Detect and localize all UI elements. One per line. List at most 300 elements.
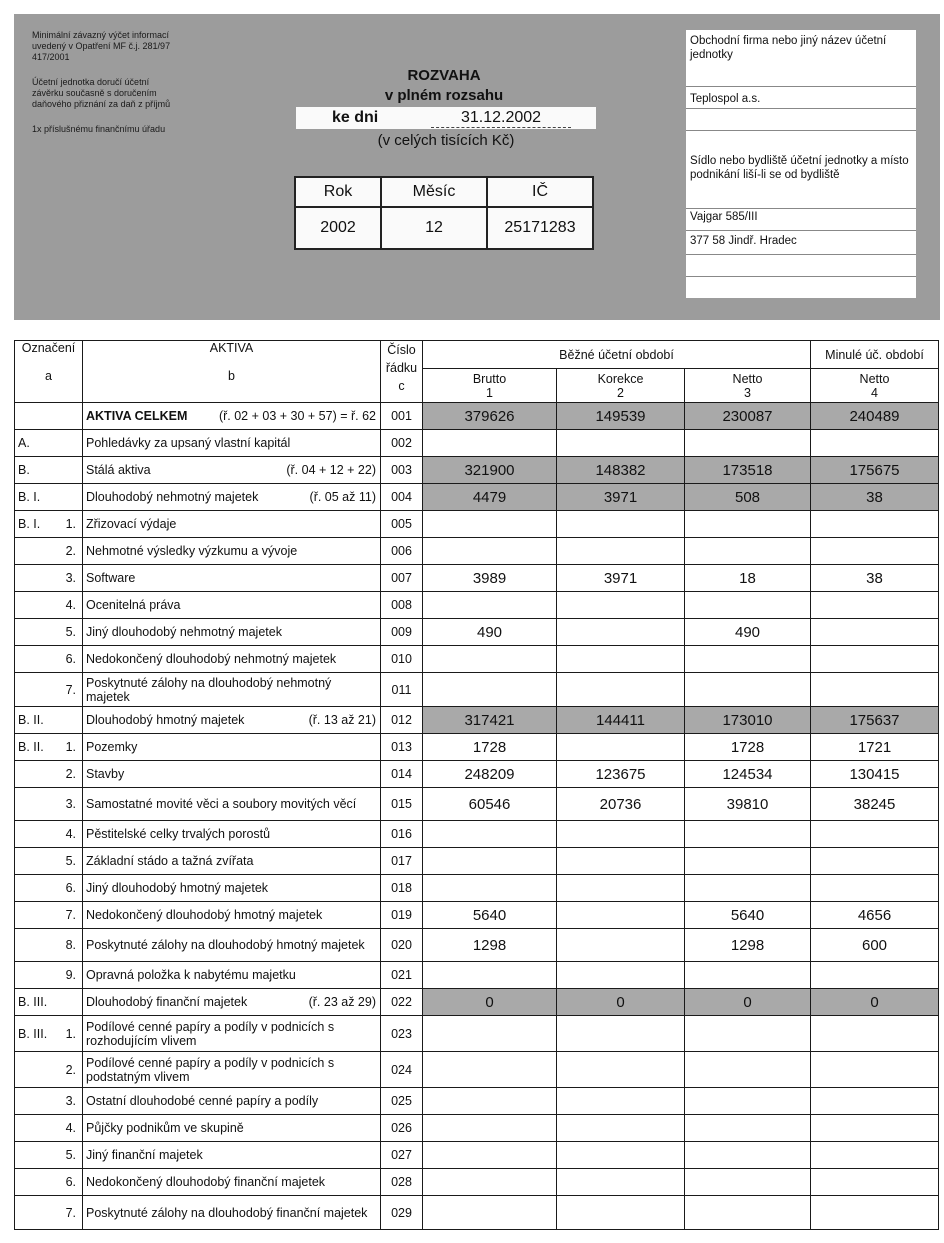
month-label: Měsíc: [381, 177, 487, 207]
row-label-text: Nedokončený dlouhodobý finanční majetek: [86, 1175, 326, 1189]
entity-info-box: [686, 30, 916, 298]
row-label: [83, 929, 381, 962]
value-cell-v3: [685, 1196, 811, 1230]
table-row: [15, 848, 939, 875]
row-label: [83, 1052, 381, 1088]
row-designation: [15, 565, 83, 592]
value-cell-v1: 490: [423, 619, 557, 646]
designation-item: 7.: [65, 908, 76, 922]
designation-section: B. II.: [18, 740, 44, 754]
row-label: [83, 989, 381, 1016]
value-cell-v2: [557, 1016, 685, 1052]
seat-city: 377 58 Jindř. Hradec: [690, 235, 797, 247]
value-cell-v3: [685, 962, 811, 989]
value-cell-v2: 3971: [557, 565, 685, 592]
row-label-text: Základní stádo a tažná zvířata: [86, 854, 254, 868]
value-cell-v1: 1298: [423, 929, 557, 962]
table-row: [15, 761, 939, 788]
seat-label: Sídlo nebo bydliště účetní jednotky a místo podnikání liší-li se od bydliště: [690, 155, 909, 181]
col-header-designation: Označení a: [15, 341, 83, 403]
row-number: 023: [381, 1016, 423, 1052]
value-cell-v1: [423, 1196, 557, 1230]
row-label: [83, 484, 381, 511]
value-cell-v4: [811, 1142, 939, 1169]
value-cell-v3: 230087: [685, 403, 811, 430]
row-label-text: Dlouhodobý hmotný majetek: [86, 713, 245, 727]
month-value: 12: [381, 207, 487, 249]
value-cell-v1: [423, 592, 557, 619]
row-designation: [15, 457, 83, 484]
value-cell-v3: [685, 848, 811, 875]
designation-section: B.: [18, 463, 30, 477]
value-cell-v2: [557, 538, 685, 565]
table-row: [15, 646, 939, 673]
table-row: [15, 484, 939, 511]
table-row: [15, 734, 939, 761]
row-label: [83, 821, 381, 848]
value-cell-v4: [811, 875, 939, 902]
table-row: [15, 1196, 939, 1230]
row-label-text: Pozemky: [86, 740, 138, 754]
row-label: [83, 646, 381, 673]
value-cell-v2: [557, 1196, 685, 1230]
value-cell-v3: 124534: [685, 761, 811, 788]
row-number: 019: [381, 902, 423, 929]
value-cell-v2: [557, 1142, 685, 1169]
row-label-text: Dlouhodobý finanční majetek: [86, 995, 248, 1009]
table-row: [15, 403, 939, 430]
table-row: [15, 538, 939, 565]
value-cell-v1: 321900: [423, 457, 557, 484]
value-cell-v3: [685, 538, 811, 565]
row-label: [83, 1142, 381, 1169]
row-number: 011: [381, 673, 423, 707]
value-cell-v2: 149539: [557, 403, 685, 430]
value-cell-v1: [423, 821, 557, 848]
table-row: [15, 989, 939, 1016]
designation-item: 4.: [65, 827, 76, 841]
value-cell-v4: 600: [811, 929, 939, 962]
col-header-row-number: Číslo řádku c: [381, 341, 423, 403]
value-cell-v3: [685, 1088, 811, 1115]
row-label: [83, 511, 381, 538]
row-designation: [15, 707, 83, 734]
row-label-text: Pěstitelské celky trvalých porostů: [86, 827, 271, 841]
designation-item: 4.: [65, 1121, 76, 1135]
value-cell-v4: [811, 962, 939, 989]
value-cell-v1: [423, 1115, 557, 1142]
designation-item: 7.: [65, 682, 76, 697]
row-designation: [15, 538, 83, 565]
value-cell-v3: 18: [685, 565, 811, 592]
row-designation: [15, 1088, 83, 1115]
row-formula: (ř. 05 až 11): [309, 490, 376, 504]
value-cell-v1: [423, 1016, 557, 1052]
row-designation: [15, 1142, 83, 1169]
value-cell-v3: [685, 592, 811, 619]
row-number: 022: [381, 989, 423, 1016]
row-designation: [15, 1169, 83, 1196]
value-cell-v2: [557, 619, 685, 646]
divider: [686, 254, 916, 255]
value-cell-v3: 1728: [685, 734, 811, 761]
row-label: [83, 1016, 381, 1052]
value-cell-v1: [423, 1052, 557, 1088]
col-header-korekce: Korekce 2: [557, 369, 685, 403]
value-cell-v2: [557, 821, 685, 848]
value-cell-v4: 175675: [811, 457, 939, 484]
value-cell-v3: 39810: [685, 788, 811, 821]
value-cell-v1: [423, 538, 557, 565]
row-designation: [15, 962, 83, 989]
row-label-text: Nedokončený dlouhodobý hmotný majetek: [86, 908, 323, 922]
row-label-text: Zřizovací výdaje: [86, 517, 177, 531]
designation-item: 2.: [65, 1062, 76, 1077]
table-row: [15, 1088, 939, 1115]
value-cell-v1: 5640: [423, 902, 557, 929]
col-header-netto: Netto 3: [685, 369, 811, 403]
row-label-text: Podílové cenné papíry a podíly v podnicích s rozhodujícím vlivem: [86, 1019, 335, 1048]
designation-item: 5.: [65, 625, 76, 639]
year-label: Rok: [295, 177, 381, 207]
value-cell-v4: [811, 619, 939, 646]
value-cell-v4: 38: [811, 565, 939, 592]
row-label-text: Stavby: [86, 767, 125, 781]
value-cell-v2: 0: [557, 989, 685, 1016]
row-label: [83, 565, 381, 592]
col-header-current-period: Běžné účetní období: [423, 341, 811, 369]
balance-sheet-table: [14, 340, 939, 1230]
row-designation: [15, 592, 83, 619]
row-label: [83, 1169, 381, 1196]
note-2: Účetní jednotka doručí účetní závěrku současně s doručením daňového přiznání za daň z příjmů: [32, 77, 171, 109]
designation-item: 1.: [65, 517, 76, 531]
designation-item: 7.: [65, 1205, 76, 1220]
row-label: [83, 734, 381, 761]
note-3: 1x příslušnému finančnímu úřadu: [32, 124, 166, 134]
table-row: [15, 821, 939, 848]
value-cell-v4: 240489: [811, 403, 939, 430]
value-cell-v4: 175637: [811, 707, 939, 734]
designation-section: A.: [18, 436, 30, 450]
col-header-netto-prev: Netto 4: [811, 369, 939, 403]
row-label: [83, 592, 381, 619]
divider: [686, 276, 916, 277]
row-label: [83, 761, 381, 788]
row-label: [83, 875, 381, 902]
row-designation: [15, 1052, 83, 1088]
row-designation: [15, 821, 83, 848]
row-number: 002: [381, 430, 423, 457]
divider: [686, 230, 916, 231]
row-label: [83, 707, 381, 734]
value-cell-v4: [811, 821, 939, 848]
value-cell-v2: [557, 1088, 685, 1115]
date-label: ke dni: [332, 109, 379, 126]
row-label: [83, 1115, 381, 1142]
row-formula: (ř. 02 + 03 + 30 + 57) = ř. 62: [218, 409, 376, 423]
row-number: 026: [381, 1115, 423, 1142]
designation-item: 1.: [65, 1026, 76, 1041]
row-designation: [15, 902, 83, 929]
row-designation: [15, 1196, 83, 1230]
table-row: [15, 511, 939, 538]
identification-table: [294, 176, 594, 250]
value-cell-v1: [423, 1088, 557, 1115]
divider: [686, 208, 916, 209]
ic-value: 25171283: [487, 207, 593, 249]
value-cell-v1: 0: [423, 989, 557, 1016]
value-cell-v1: 4479: [423, 484, 557, 511]
value-cell-v1: 317421: [423, 707, 557, 734]
ic-label: IČ: [487, 177, 593, 207]
value-cell-v4: 4656: [811, 902, 939, 929]
value-cell-v4: [811, 538, 939, 565]
date-field: [296, 107, 596, 129]
value-cell-v1: [423, 1169, 557, 1196]
row-label-text: Jiný finanční majetek: [86, 1148, 203, 1162]
row-label-text: Stálá aktiva: [86, 463, 151, 477]
table-row: [15, 1052, 939, 1088]
row-label-text: Podílové cenné papíry a podíly v podnicích s podstatným vlivem: [86, 1055, 335, 1084]
table-row: [15, 1016, 939, 1052]
value-cell-v4: [811, 646, 939, 673]
value-cell-v4: [811, 430, 939, 457]
value-cell-v1: [423, 1142, 557, 1169]
value-cell-v3: 5640: [685, 902, 811, 929]
value-cell-v4: [811, 673, 939, 707]
value-cell-v3: [685, 646, 811, 673]
row-formula: (ř. 13 až 21): [308, 713, 376, 727]
value-cell-v4: 130415: [811, 761, 939, 788]
note-1: Minimální závazný výčet informací uvedený v Opatření MF č.j. 281/97 417/2001: [32, 30, 171, 62]
value-cell-v1: 379626: [423, 403, 557, 430]
value-cell-v4: [811, 1088, 939, 1115]
firm-name: Teplospol a.s.: [690, 93, 761, 105]
value-cell-v2: 20736: [557, 788, 685, 821]
row-number: 010: [381, 646, 423, 673]
row-number: 009: [381, 619, 423, 646]
table-row: [15, 1142, 939, 1169]
divider: [686, 130, 916, 131]
designation-item: 3.: [65, 1094, 76, 1108]
row-formula: (ř. 23 až 29): [308, 995, 376, 1009]
value-cell-v2: [557, 848, 685, 875]
value-cell-v4: [811, 1169, 939, 1196]
value-cell-v1: 1728: [423, 734, 557, 761]
row-label-text: Jiný dlouhodobý nehmotný majetek: [86, 625, 282, 639]
table-row: [15, 430, 939, 457]
table-row: [15, 929, 939, 962]
value-cell-v3: 1298: [685, 929, 811, 962]
row-designation: [15, 1115, 83, 1142]
row-label-text: Ocenitelná práva: [86, 598, 181, 612]
designation-item: 6.: [65, 652, 76, 666]
col-header-previous-period: Minulé úč. období: [811, 341, 939, 369]
designation-item: 5.: [65, 854, 76, 868]
col-header-brutto: Brutto 1: [423, 369, 557, 403]
firm-label: Obchodní firma nebo jiný název účetní jednotky: [690, 35, 887, 61]
value-cell-v4: 1721: [811, 734, 939, 761]
value-cell-v2: [557, 734, 685, 761]
value-cell-v2: 148382: [557, 457, 685, 484]
row-number: 003: [381, 457, 423, 484]
value-cell-v2: [557, 1115, 685, 1142]
row-label: [83, 430, 381, 457]
row-number: 029: [381, 1196, 423, 1230]
row-label-text: Poskytnuté zálohy na dlouhodobý hmotný majetek: [86, 938, 365, 952]
value-cell-v2: [557, 592, 685, 619]
row-label: [83, 673, 381, 707]
row-number: 001: [381, 403, 423, 430]
designation-item: 2.: [65, 767, 76, 781]
row-label: [83, 1196, 381, 1230]
row-number: 012: [381, 707, 423, 734]
row-number: 007: [381, 565, 423, 592]
row-designation: [15, 430, 83, 457]
designation-section: B. III.: [18, 1026, 48, 1041]
row-designation: [15, 646, 83, 673]
row-number: 020: [381, 929, 423, 962]
row-label-text: Nedokončený dlouhodobý nehmotný majetek: [86, 652, 337, 666]
value-cell-v1: 3989: [423, 565, 557, 592]
designation-item: 5.: [65, 1148, 76, 1162]
row-designation: [15, 511, 83, 538]
value-cell-v3: [685, 1016, 811, 1052]
row-formula: (ř. 04 + 12 + 22): [286, 463, 376, 477]
designation-item: 1.: [65, 740, 76, 754]
value-cell-v2: [557, 673, 685, 707]
value-cell-v3: [685, 673, 811, 707]
value-cell-v1: [423, 430, 557, 457]
value-cell-v4: [811, 848, 939, 875]
row-designation: [15, 403, 83, 430]
value-cell-v1: [423, 646, 557, 673]
row-designation: [15, 875, 83, 902]
designation-item: 6.: [65, 1175, 76, 1189]
form-header: [14, 14, 940, 320]
value-cell-v3: [685, 875, 811, 902]
value-cell-v2: [557, 902, 685, 929]
table-row: [15, 788, 939, 821]
value-cell-v3: 173518: [685, 457, 811, 484]
row-label-text: Nehmotné výsledky výzkumu a vývoje: [86, 544, 298, 558]
value-cell-v4: [811, 511, 939, 538]
value-cell-v3: [685, 1115, 811, 1142]
row-number: 015: [381, 788, 423, 821]
value-cell-v2: [557, 1169, 685, 1196]
table-row: [15, 902, 939, 929]
row-label-text: Dlouhodobý nehmotný majetek: [86, 490, 259, 504]
row-number: 017: [381, 848, 423, 875]
row-number: 004: [381, 484, 423, 511]
table-row: [15, 962, 939, 989]
row-designation: [15, 484, 83, 511]
year-value: 2002: [295, 207, 381, 249]
value-cell-v3: [685, 1052, 811, 1088]
designation-section: B. I.: [18, 517, 41, 531]
row-label-text: Jiný dlouhodobý hmotný majetek: [86, 881, 269, 895]
row-designation: [15, 673, 83, 707]
designation-item: 9.: [65, 968, 76, 982]
row-number: 018: [381, 875, 423, 902]
row-label-text: AKTIVA CELKEM: [86, 409, 188, 423]
row-label: [83, 962, 381, 989]
row-number: 027: [381, 1142, 423, 1169]
value-cell-v2: [557, 962, 685, 989]
form-title: [344, 66, 544, 106]
row-designation: [15, 788, 83, 821]
table-row: [15, 619, 939, 646]
value-cell-v2: 123675: [557, 761, 685, 788]
row-label-text: Ostatní dlouhodobé cenné papíry a podíly: [86, 1094, 319, 1108]
designation-section: B. III.: [18, 995, 48, 1009]
row-label-text: Samostatné movité věci a soubory movitých věcí: [86, 797, 357, 811]
row-number: 006: [381, 538, 423, 565]
row-label-text: Poskytnuté zálohy na dlouhodobý finanční majetek: [86, 1205, 368, 1220]
value-cell-v3: [685, 1169, 811, 1196]
designation-section: B. I.: [18, 490, 41, 504]
value-cell-v4: 38: [811, 484, 939, 511]
row-label: [83, 538, 381, 565]
row-number: 008: [381, 592, 423, 619]
value-cell-v3: [685, 511, 811, 538]
row-designation: [15, 734, 83, 761]
value-cell-v3: 508: [685, 484, 811, 511]
row-label-text: Poskytnuté zálohy na dlouhodobý nehmotný majetek: [86, 675, 332, 704]
value-cell-v4: [811, 592, 939, 619]
title-line-1: ROZVAHA: [407, 67, 481, 84]
value-cell-v1: [423, 875, 557, 902]
row-number: 024: [381, 1052, 423, 1088]
table-row: [15, 1115, 939, 1142]
table-row: [15, 592, 939, 619]
value-cell-v2: 3971: [557, 484, 685, 511]
divider: [686, 108, 916, 109]
value-cell-v1: [423, 511, 557, 538]
row-label-text: Software: [86, 571, 136, 585]
value-cell-v4: 38245: [811, 788, 939, 821]
row-designation: [15, 619, 83, 646]
designation-item: 4.: [65, 598, 76, 612]
designation-item: 3.: [65, 797, 76, 811]
row-number: 013: [381, 734, 423, 761]
row-designation: [15, 929, 83, 962]
row-label: [83, 788, 381, 821]
table-row: [15, 673, 939, 707]
row-number: 005: [381, 511, 423, 538]
table-row: [15, 565, 939, 592]
row-number: 016: [381, 821, 423, 848]
units-note: (v celých tisících Kč): [377, 132, 515, 149]
value-cell-v1: [423, 673, 557, 707]
row-label: [83, 619, 381, 646]
value-cell-v1: 248209: [423, 761, 557, 788]
row-designation: [15, 848, 83, 875]
value-cell-v2: [557, 646, 685, 673]
table-row: [15, 457, 939, 484]
value-cell-v3: 490: [685, 619, 811, 646]
table-row: [15, 875, 939, 902]
value-cell-v4: [811, 1196, 939, 1230]
row-designation: [15, 761, 83, 788]
value-cell-v4: [811, 1052, 939, 1088]
value-cell-v4: [811, 1115, 939, 1142]
date-value: 31.12.2002: [431, 109, 571, 128]
designation-item: 2.: [65, 544, 76, 558]
designation-section: B. II.: [18, 713, 44, 727]
row-number: 025: [381, 1088, 423, 1115]
